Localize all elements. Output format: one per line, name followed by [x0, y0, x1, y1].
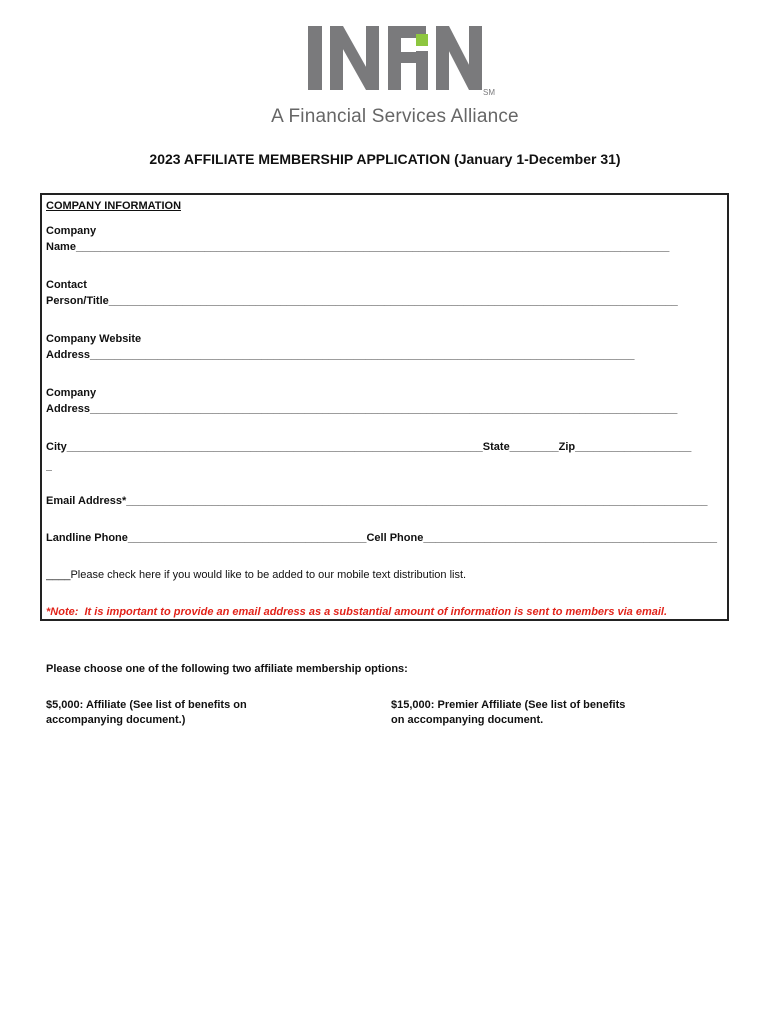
company-information-box	[40, 193, 729, 621]
form-title: 2023 AFFILIATE MEMBERSHIP APPLICATION (January 1-December 31)	[149, 151, 621, 167]
city-continuation: _	[46, 460, 53, 472]
premier-option-line1: $15,000: Premier Affiliate (See list of benefits	[391, 699, 626, 711]
email-note: *Note: It is important to provide an email address as a substantial amount of information is sent to members via email.	[46, 606, 668, 618]
sms-optin-checkbox[interactable]: ____Please check here if you would like to be added to our mobile text distribution list.	[46, 569, 467, 581]
contact-title-field[interactable]: Person/Title_____________________________________________________________________________________________	[46, 295, 678, 307]
website-label: Company Website	[46, 333, 142, 345]
website-address-field[interactable]: Address_________________________________________________________________________________________	[46, 349, 635, 361]
company-address-label: Company	[46, 387, 97, 399]
svg-text:SM: SM	[483, 88, 495, 97]
section-label: COMPANY INFORMATION	[46, 200, 182, 212]
company-name-label: Company	[46, 225, 97, 237]
phone-fields[interactable]: Landline Phone_______________________________________Cell Phone________________________________________________	[46, 532, 717, 544]
options-prompt: Please choose one of the following two affiliate membership options:	[46, 663, 408, 675]
premier-option-line2: on accompanying document.	[391, 714, 544, 726]
affiliate-option-line2: accompanying document.)	[46, 714, 186, 726]
affiliate-option[interactable]	[46, 698, 247, 728]
email-field[interactable]: Email Address*_______________________________________________________________________________________________	[46, 495, 708, 507]
company-name-field[interactable]: Name_________________________________________________________________________________________________	[46, 241, 670, 253]
premier-affiliate-option[interactable]	[391, 698, 625, 728]
affiliate-option-line1: $5,000: Affiliate (See list of benefits on	[46, 699, 247, 711]
contact-label: Contact	[46, 279, 87, 291]
tagline: A Financial Services Alliance	[271, 106, 519, 127]
city-state-zip-field[interactable]: City____________________________________________________________________State________Zip___________________	[46, 441, 692, 453]
company-address-field[interactable]: Address________________________________________________________________________________________________	[46, 403, 678, 415]
